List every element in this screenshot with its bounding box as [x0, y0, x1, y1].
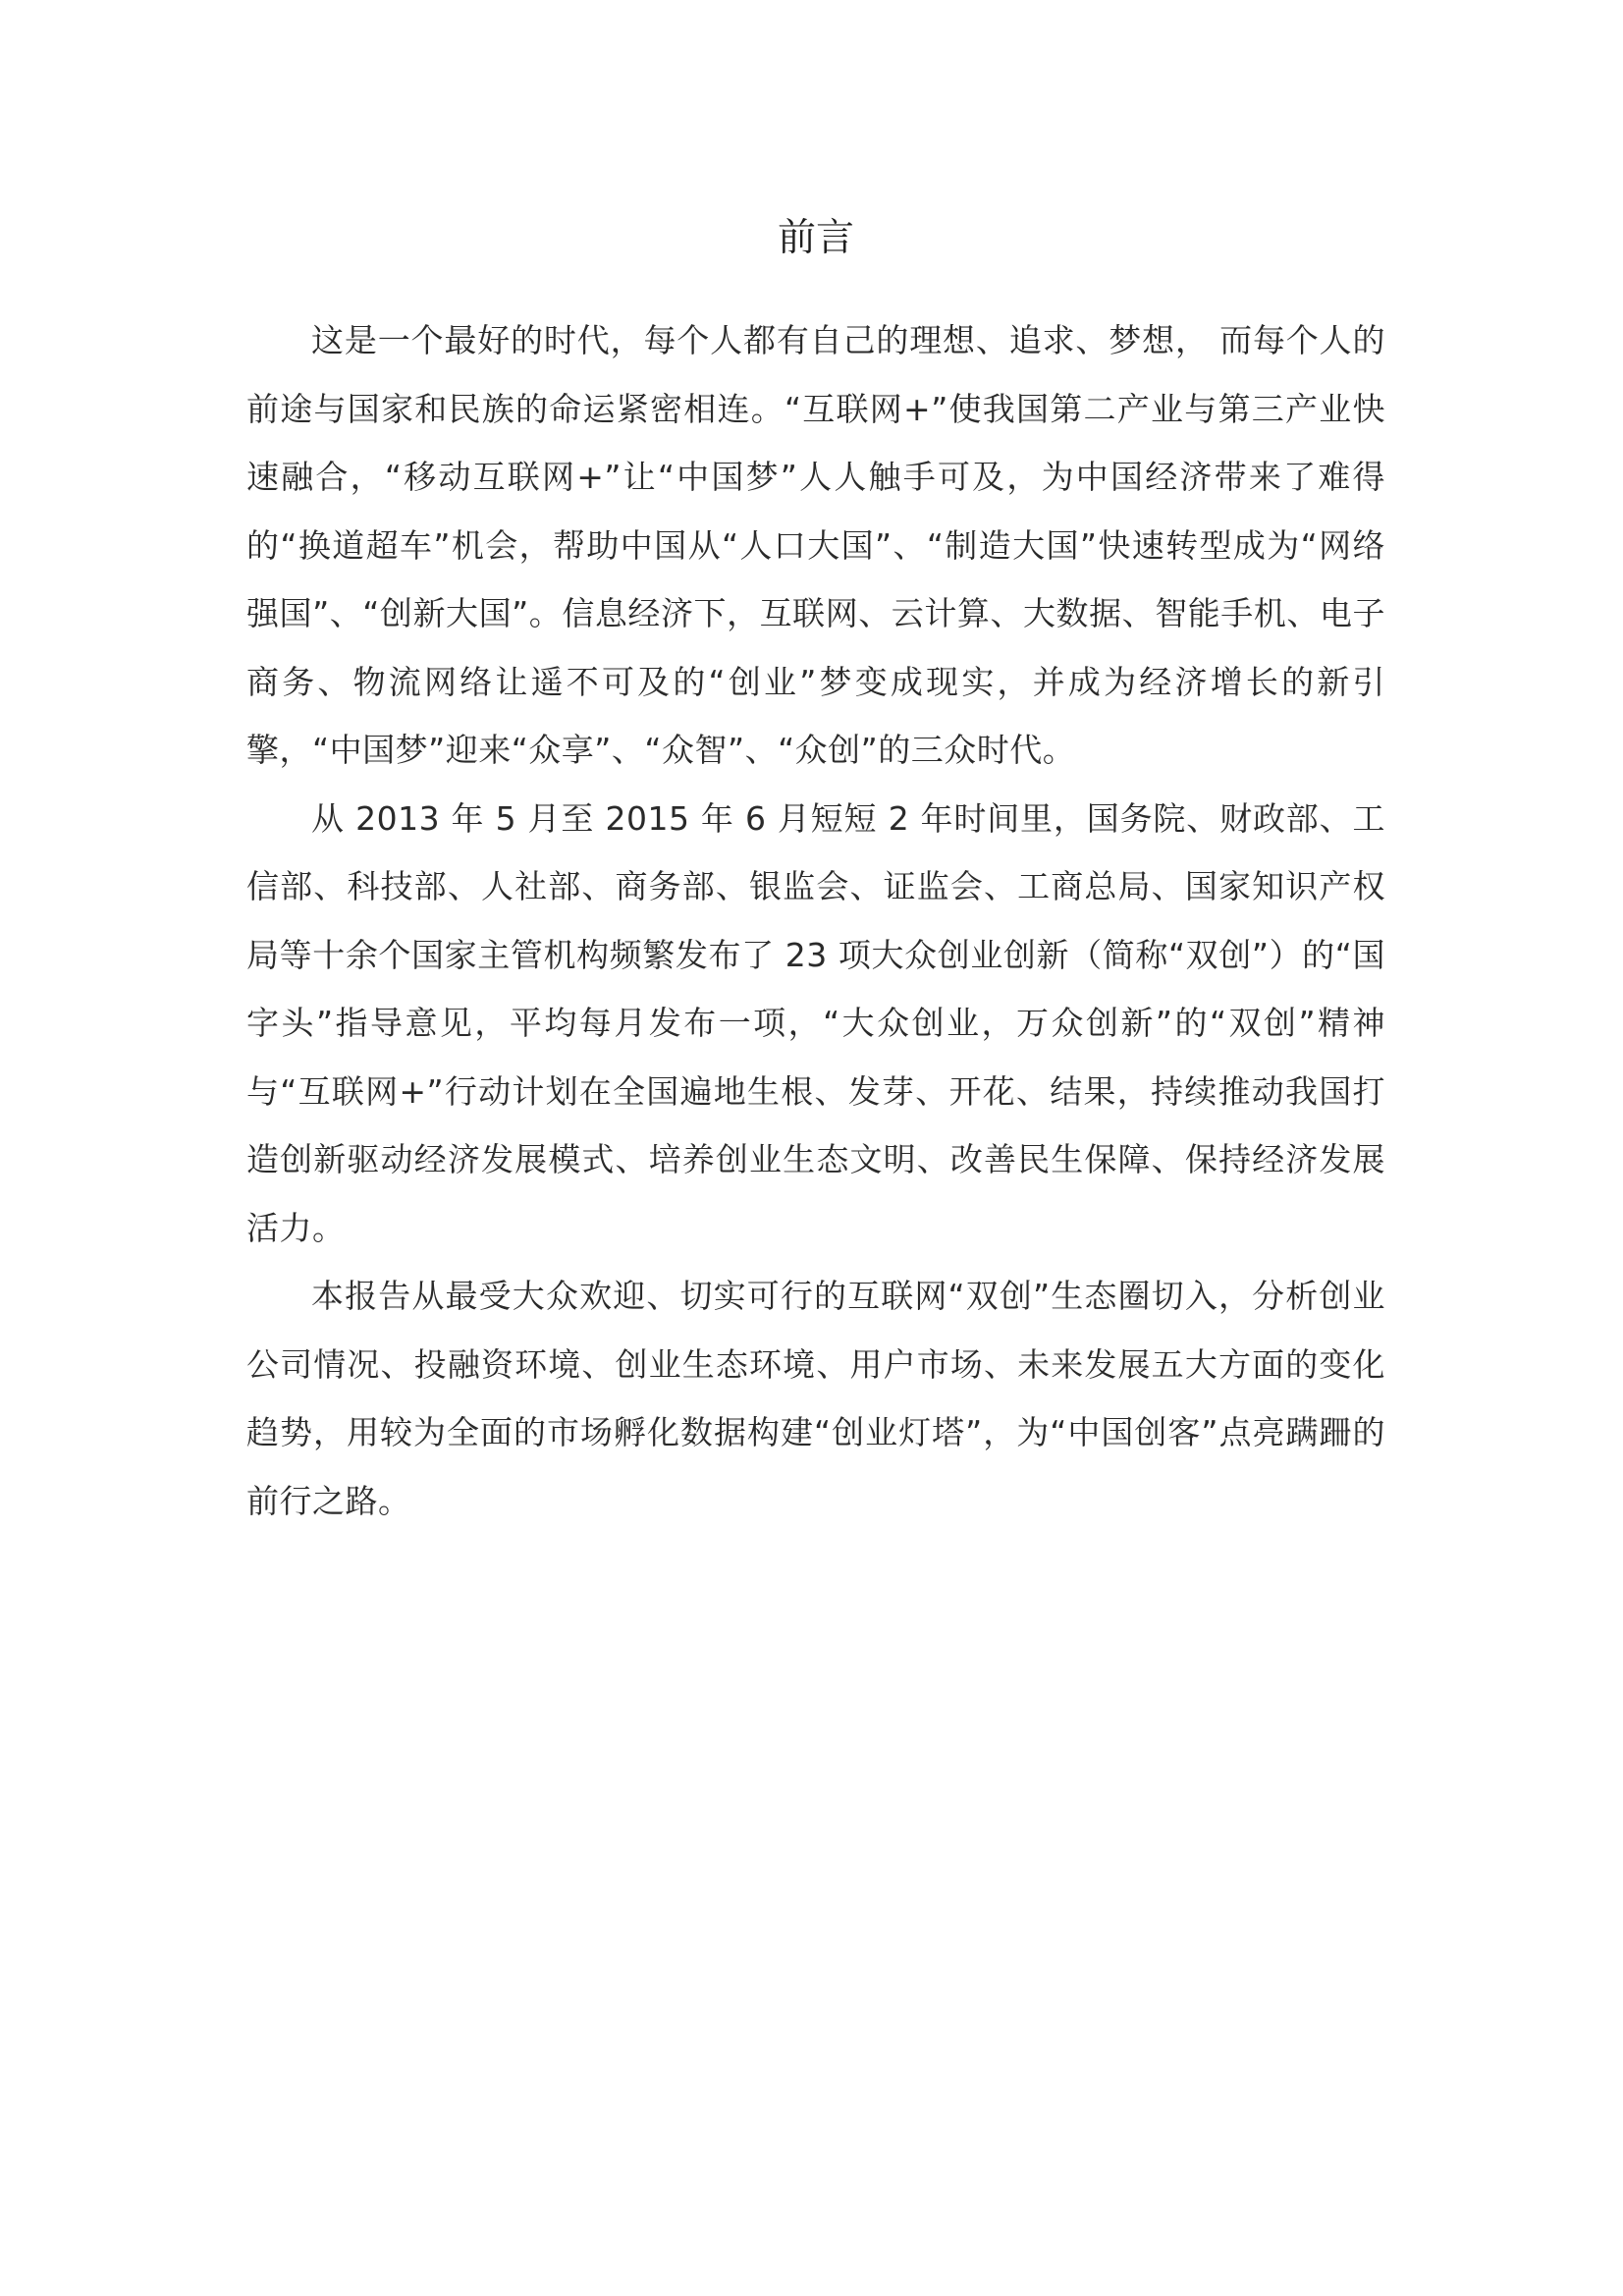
- paragraph-report-scope: 本报告从最受大众欢迎、切实可行的互联网“双创”生态圈切入，分析创业公司情况、投融资环境、创业生态环境、用户市场、未来发展五大方面的变化趋势，用较为全面的市场孵化数据构建“创业灯塔”，为“中国创客”点亮蹒跚的前行之路。: [246, 1277, 1385, 1520]
- page-title: 前言: [777, 216, 854, 260]
- paragraph-intro: 这是一个最好的时代，每个人都有自己的理想、追求、梦想， 而每个人的前途与国家和民族的命运紧密相连。“互联网+”使我国第二产业与第三产业快速融合，“移动互联网+”让“中国梦”人人触手可及，为中国经济带来了难得的“换道超车”机会，帮助中国从“人口大国”、“制造大国”快速转型成为“网络强国”、“创新大国”。信息经济下，互联网、云计算、大数据、智能手机、电子商务、物流网络让遥不可及的“创业”梦变成现实，并成为经济增长的新引擎，“中国梦”迎来“众享”、“众智”、“众创”的三众时代。: [246, 321, 1385, 769]
- page-content: [246, 206, 1385, 1535]
- paragraph-policy: 从 2013 年 5 月至 2015 年 6 月短短 2 年时间里，国务院、财政部、工信部、科技部、人社部、商务部、银监会、证监会、工商总局、国家知识产权局等十余个国家主管机构频繁发布了 23 项大众创业创新（简称“双创”）的“国字头”指导意见，平均每月发布一项，“大众创业，万众创新”的“双创”精神与“互联网+”行动计划在全国遍地生根、发芽、开花、结果，持续推动我国打造创新驱动经济发展模式、培养创业生态文明、改善民生保障、保持经济发展活力。: [246, 798, 1385, 1247]
